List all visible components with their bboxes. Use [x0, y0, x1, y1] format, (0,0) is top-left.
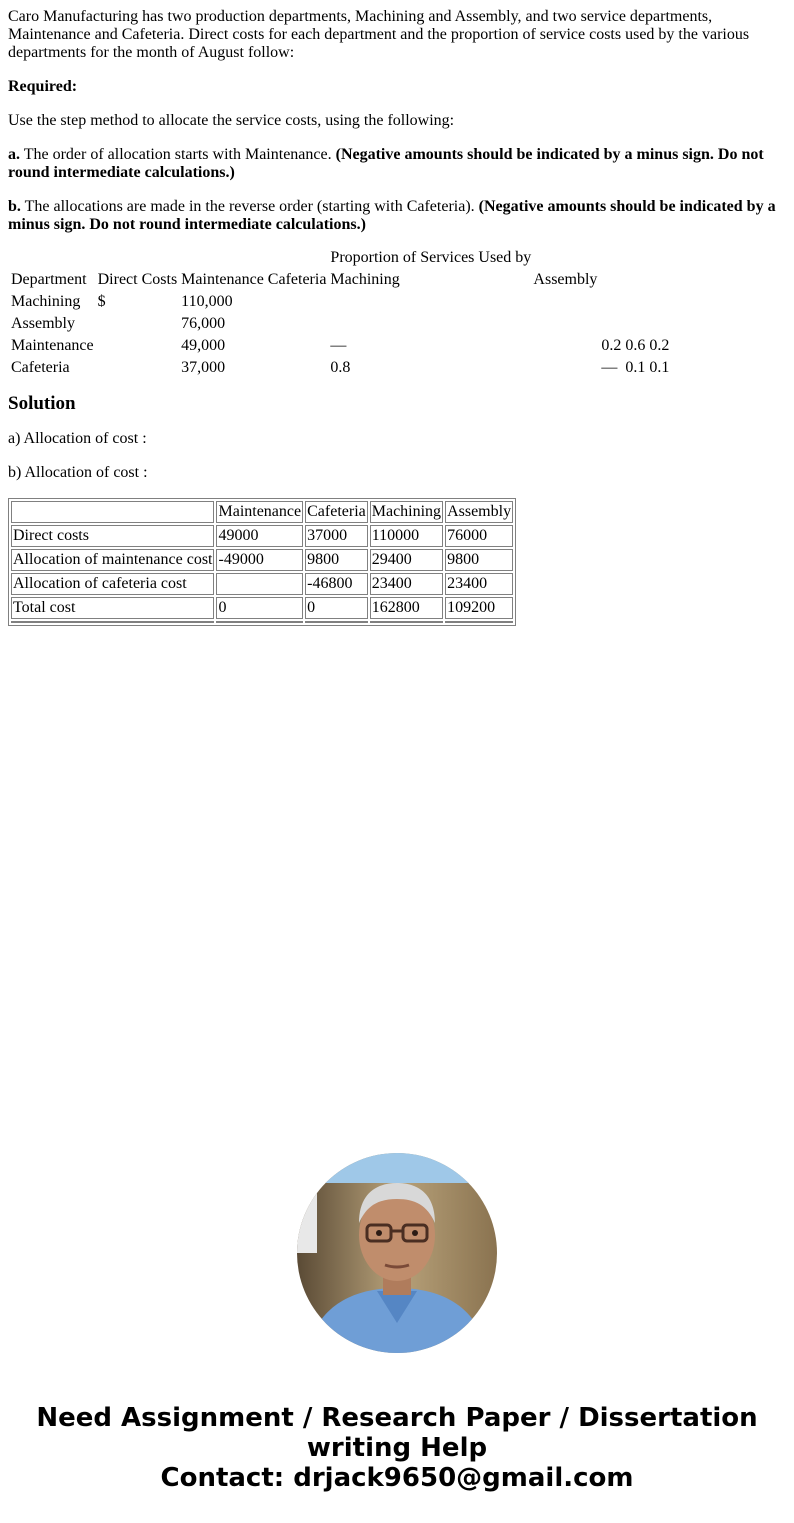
proportion-cell: 0.8 [330, 359, 351, 376]
given-row-assembly [10, 314, 670, 334]
table-cell: 9800 [305, 549, 368, 571]
table-cell [216, 573, 303, 595]
dollar-cell [97, 314, 179, 334]
given-data-table [8, 246, 672, 380]
proportion-cell [329, 292, 530, 312]
table-cell: 0 [305, 597, 368, 619]
cost-cell: 37,000 [181, 359, 226, 376]
table-cell: 76000 [445, 525, 513, 547]
header-machining: Machining [330, 271, 400, 288]
table-cell: -46800 [305, 573, 368, 595]
proportion-cell [600, 292, 670, 312]
author-avatar [297, 1153, 497, 1353]
table-cell: 49000 [216, 525, 303, 547]
cost-cell: 49,000 [181, 337, 226, 354]
header-department: Department [11, 271, 87, 288]
header-direct-costs: Direct Costs [97, 271, 178, 288]
footer-contact: Contact: drjack9650@gmail.com [160, 1463, 634, 1493]
table-cell: Total cost [11, 597, 214, 619]
table-cell: 23400 [445, 573, 513, 595]
cost-cell: 110,000 [181, 293, 233, 310]
table-row [11, 549, 513, 571]
group-header: Proportion of Services Used by [330, 249, 532, 266]
header-cafeteria: Cafeteria [267, 271, 327, 288]
header-cell: Assembly [445, 501, 513, 523]
table-row [11, 525, 513, 547]
proportion-cell: — [330, 337, 347, 354]
proportion-cell [329, 314, 530, 334]
header-assembly: Assembly [533, 271, 598, 288]
dollar-cell [97, 336, 179, 356]
given-row-maintenance [10, 336, 670, 356]
table-cell: 110000 [370, 525, 443, 547]
table-cell: 29400 [370, 549, 443, 571]
part-a-text: a. The order of allocation starts with Maintenance. (Negative amounts should be indicated by a minus sign. Do not round intermediate calculations.) [8, 146, 764, 181]
table-header-row [11, 501, 513, 523]
allocation-table [8, 498, 516, 626]
table-cell: Direct costs [11, 525, 214, 547]
footer-line: Need Assignment / Research Paper / Dissertation [36, 1403, 758, 1433]
given-row-machining [10, 292, 670, 312]
solution-heading: Solution [8, 393, 76, 414]
solution-a-label: a) Allocation of cost : [8, 430, 147, 447]
table-row [11, 597, 513, 619]
instruction-text: Use the step method to allocate the service costs, using the following: [8, 112, 455, 129]
table-empty-row [11, 621, 513, 623]
part-b-text: b. The allocations are made in the reverse order (starting with Cafeteria). (Negative amounts should be indicated by a minus sign. Do not round intermediate calculations.) [8, 198, 776, 233]
dollar-cell: $ [97, 293, 106, 310]
proportion-cell: 0.2 0.6 0.2 [601, 337, 670, 354]
cost-cell: 76,000 [181, 315, 226, 332]
header-cell: Cafeteria [305, 501, 368, 523]
proportion-cell [600, 314, 670, 334]
table-cell: 9800 [445, 549, 513, 571]
required-heading: Required: [8, 78, 78, 95]
table-cell: -49000 [216, 549, 303, 571]
table-cell: Allocation of cafeteria cost [11, 573, 214, 595]
dept-cell: Machining [11, 293, 81, 310]
table-cell: 162800 [370, 597, 443, 619]
table-cell: 109200 [445, 597, 513, 619]
proportion-cell: — 0.1 0.1 [601, 359, 670, 376]
header-cell: Machining [370, 501, 443, 523]
table-cell: 0 [216, 597, 303, 619]
given-row-cafeteria [10, 358, 670, 378]
table-row [11, 573, 513, 595]
table-cell: 23400 [370, 573, 443, 595]
dollar-cell [97, 358, 179, 378]
table-cell: Allocation of maintenance cost [11, 549, 214, 571]
footer-banner [0, 1403, 794, 1493]
header-cell [11, 501, 214, 523]
solution-b-label: b) Allocation of cost : [8, 464, 148, 481]
footer-line: writing Help [306, 1433, 488, 1463]
intro-paragraph: Caro Manufacturing has two production departments, Machining and Assembly, and two service departments, Maintenance and Cafeteria. Direct costs for each department and the proportion of service costs used by the various departments for the month of August follow: [8, 8, 750, 61]
header-maintenance: Maintenance [181, 271, 264, 288]
dept-cell: Assembly [11, 315, 75, 332]
table-cell: 37000 [305, 525, 368, 547]
dept-cell: Maintenance [11, 337, 94, 354]
header-cell: Maintenance [216, 501, 303, 523]
dept-cell: Cafeteria [11, 359, 70, 376]
